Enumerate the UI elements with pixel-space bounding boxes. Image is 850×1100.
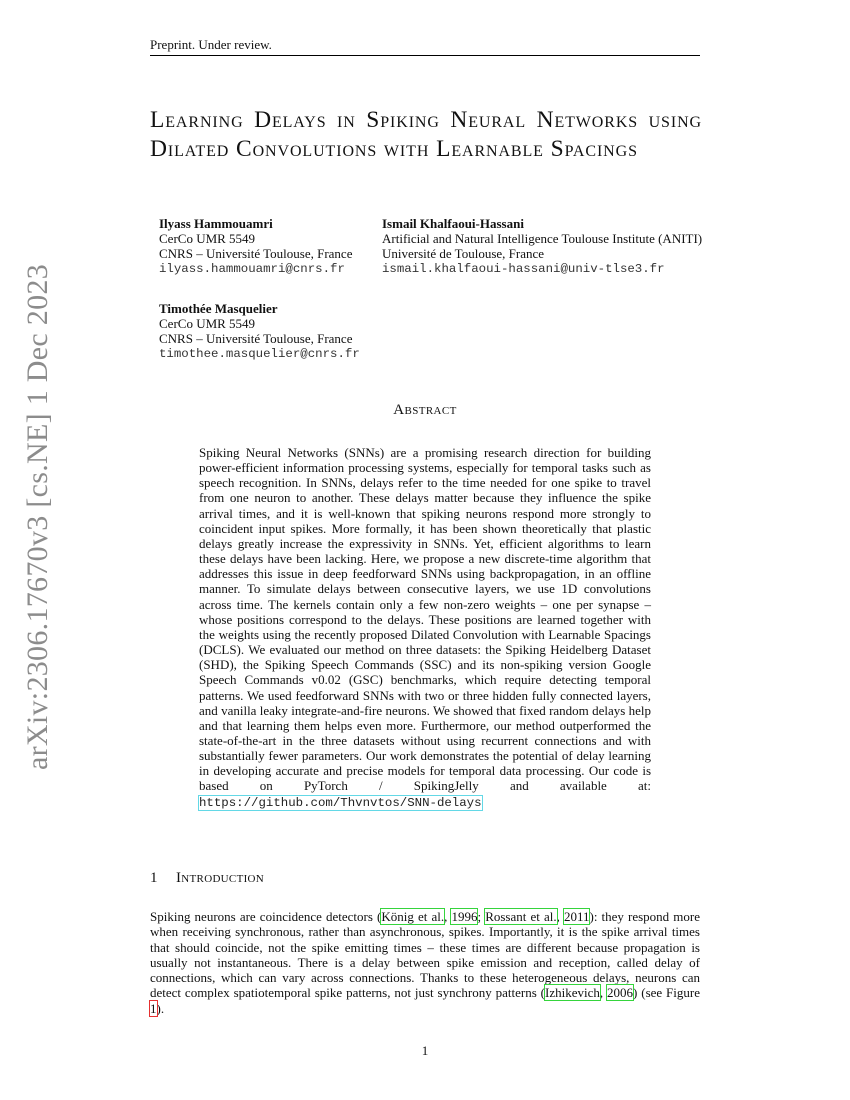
paper-title: Learning Delays in Spiking Neural Networks using Dilated Convolutions with Learnable Spacings xyxy=(150,107,702,162)
author-affiliation: CNRS – Université Toulouse, France xyxy=(159,246,353,262)
author-name: Ilyass Hammouamri xyxy=(159,216,273,231)
citation-izhikevich[interactable]: Izhikevich xyxy=(544,985,600,1001)
intro-text: Spiking neurons are coincidence detectors ( xyxy=(150,909,382,924)
author-block-2 xyxy=(382,216,702,277)
author-affiliation: Université de Toulouse, France xyxy=(382,246,545,262)
citation-konig-year[interactable]: 1996 xyxy=(451,909,478,924)
citation-rossant[interactable]: Rossant et al. xyxy=(485,909,557,924)
intro-text: ; xyxy=(477,909,486,924)
author-name: Ismail Khalfaoui-Hassani xyxy=(382,216,524,231)
citation-izhikevich-year[interactable]: 2006 xyxy=(607,985,634,1001)
section-number: 1 xyxy=(150,870,158,886)
figure-reference-link[interactable]: 1 xyxy=(150,1000,157,1016)
author-affiliation: CerCo UMR 5549 xyxy=(159,231,256,247)
author-email[interactable]: ilyass.hammouamri@cnrs.fr xyxy=(159,261,345,276)
abstract-text: Spiking Neural Networks (SNNs) are a promising research direction for building power-efficient information processing systems, especially for temporal tasks such as speech recognition. In SNNs, delays refer to the time needed for one spike to travel from one neuron to another. These delays matter because they influence the spike arrival times, and it is well-known that spiking neurons respond more strongly to coincident input spikes. More formally, it has been shown theoretically that plastic delays greatly increase the expressivity in SNNs. Yet, efficient algorithms to learn these delays have been lacking. Here, we propose a new discrete-time algorithm that addresses this issue in deep feedforward SNNs using backpropagation, in an offline manner. To simulate delays between consecutive layers, we use 1D convolutions across time. The kernels contain only a few non-zero weights – one per synapse – whose positions correspond to the delays. These positions are learned together with the weights using the recently proposed Dilated Convolution with Learnable Spacings (DCLS). We evaluated our method on three datasets: the Spiking Heidelberg Dataset (SHD), the Spiking Speech Commands (SSC) and its non-spiking version Google Speech Commands v0.02 (GSC) benchmarks, which require detecting temporal patterns. We used feedforward SNNs with two or three hidden fully connected layers, and vanilla leaky integrate-and-fire neurons. We showed that fixed random delays help and that learning them helps even more. Furthermore, our method outperformed the state-of-the-art in the three datasets without using recurrent connections and with substantially fewer parameters. Our work demonstrates the potential of delay learning in developing accurate and precise models for temporal data processing. Our code is based on PyTorch / SpikingJelly and available at: xyxy=(199,445,651,794)
author-block-1 xyxy=(159,216,352,277)
abstract-body xyxy=(199,445,651,811)
running-header: Preprint. Under review. xyxy=(150,37,700,56)
abstract-heading: Abstract xyxy=(393,402,457,418)
code-repo-link[interactable]: https://github.com/Thvnvtos/SNN-delays xyxy=(199,795,482,810)
author-name: Timothée Masquelier xyxy=(159,301,278,316)
arxiv-sidebar-stamp[interactable]: arXiv:2306.17670v3 [cs.NE] 1 Dec 2023 xyxy=(21,264,54,770)
page-number: 1 xyxy=(421,1043,429,1058)
author-affiliation: Artificial and Natural Intelligence Toulouse Institute (ANITI) xyxy=(382,231,703,247)
author-email[interactable]: timothee.masquelier@cnrs.fr xyxy=(159,346,360,361)
author-block-3 xyxy=(159,301,360,362)
introduction-paragraph: Spiking neurons are coincidence detectors (König et al., 1996; Rossant et al., 2011): they respond more when receiving synchronous, rather than asynchronous, spikes. Importantly, it is the spike arrival times that should coincide, not the spike emitting times – these times are different because propagation is usually not instantaneous. There is a delay between spike emission and reception, called delay of connections, which can vary across connections. Thanks to these heterogeneous delays, neurons can detect complex spatiotemporal spike patterns, not just synchrony patterns (Izhikevich, 2006) (see Figure 1). xyxy=(150,909,701,1016)
citation-konig[interactable]: König et al. xyxy=(381,909,445,924)
intro-text: ). xyxy=(156,1000,165,1016)
intro-text: ): they respond more when receiving synchronous, rather than asynchronous, spikes. Importantly, it is the spike arrival times that should coincide, not the spike emitting times – these times are different because propagation is usually not instantaneous. There is a delay between spike emission and reception, called delay of connections, which can vary across connections. Thanks to these heterogeneous delays, neurons can detect complex spatiotemporal spike patterns, not just synchrony patterns ( xyxy=(150,909,701,1001)
citation-rossant-year[interactable]: 2011 xyxy=(563,909,590,924)
intro-text: ) (see Figure xyxy=(633,985,701,1001)
author-email[interactable]: ismail.khalfaoui-hassani@univ-tlse3.fr xyxy=(382,261,665,276)
section-heading-introduction xyxy=(150,870,264,887)
author-affiliation: CNRS – Université Toulouse, France xyxy=(159,331,353,347)
author-affiliation: CerCo UMR 5549 xyxy=(159,316,256,332)
section-title: Introduction xyxy=(176,870,265,886)
